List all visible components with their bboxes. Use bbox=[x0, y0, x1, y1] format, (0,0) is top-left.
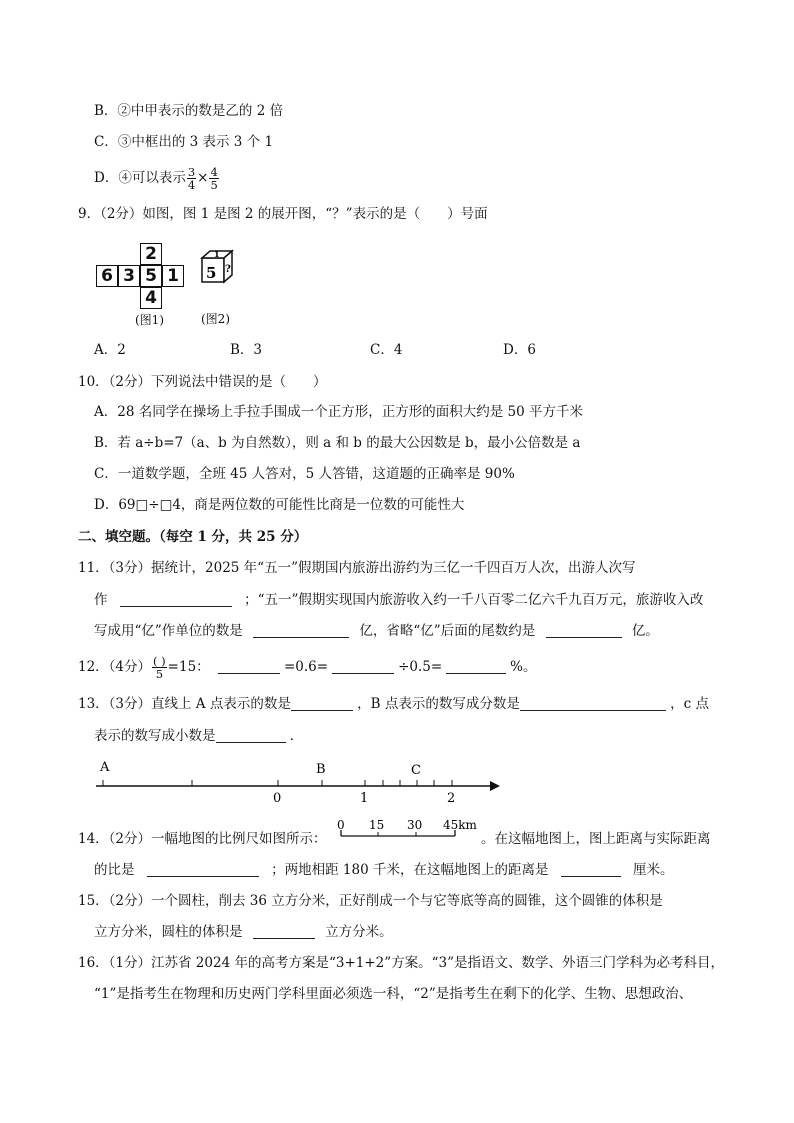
cube-front-label: 5 bbox=[206, 264, 217, 282]
answer-blank[interactable] bbox=[446, 659, 506, 674]
answer-blank[interactable] bbox=[520, 696, 666, 711]
fraction-blank-5: $\frac{( )}{5}$ bbox=[153, 654, 166, 681]
net-face: 1 bbox=[162, 265, 184, 287]
q15-line2 bbox=[94, 922, 393, 942]
point-c-label: C bbox=[411, 763, 421, 778]
q14-text: ；两地相距 180 千米，在这幅地图上的距离是 bbox=[271, 862, 549, 878]
q14-line2 bbox=[94, 860, 674, 880]
q8-option-d-text: D．④可以表示 bbox=[94, 170, 186, 186]
times-sign: × bbox=[197, 170, 209, 186]
q9-option-d: D．6 bbox=[503, 342, 536, 358]
fig1-caption: (图1) bbox=[135, 313, 164, 327]
scale-label-0: 0 bbox=[337, 818, 345, 832]
net-face: 3 bbox=[118, 265, 140, 287]
q12-text: =0.6= bbox=[283, 659, 329, 675]
answer-blank[interactable] bbox=[218, 659, 280, 674]
answer-blank[interactable] bbox=[561, 862, 621, 877]
number-line bbox=[90, 755, 510, 805]
q11-text: 亿，省略“亿”后面的尾数约是 bbox=[359, 623, 536, 639]
net-face: 5 bbox=[140, 265, 162, 287]
q15-line1: 15．（2分）一个圆柱，削去 36 立方分米，正好削成一个与它等底等高的圆锥，这个圆锥的体积是 bbox=[78, 893, 663, 909]
section-heading: 二、填空题。（每空 1 分，共 25 分） bbox=[78, 529, 308, 545]
q12-text: 12．（4分） bbox=[78, 659, 152, 675]
answer-blank[interactable] bbox=[332, 659, 394, 674]
q9-stem: 9．（2分）如图，图 1 是图 2 的展开图，“？”表示的是（ ）号面 bbox=[78, 206, 488, 222]
q13-line2 bbox=[94, 726, 303, 746]
scale-label-30: 30 bbox=[407, 818, 423, 832]
q12-text: %。 bbox=[510, 659, 537, 675]
q9-option-a: A．2 bbox=[94, 342, 126, 358]
q12-text: ÷0.5= bbox=[398, 659, 443, 675]
tick-label-0: 0 bbox=[273, 791, 282, 805]
tick-label-1: 1 bbox=[360, 791, 369, 805]
point-a-label: A bbox=[100, 760, 110, 775]
q8-option-c: C．③中框出的 3 表示 3 个 1 bbox=[94, 134, 274, 150]
q13-text: ，B 点表示的数写成分数是 bbox=[357, 696, 520, 712]
fig2-caption: (图2) bbox=[201, 312, 230, 326]
point-b-label: B bbox=[316, 762, 326, 777]
q15-text: 立方分米，圆柱的体积是 bbox=[94, 924, 243, 940]
q10-option-a: A．28 名同学在操场上手拉手围成一个正方形，正方形的面积大约是 50 平方千米 bbox=[94, 404, 583, 420]
q11-text: ；“五一”假期实现国内旅游收入约一千八百零二亿六千九百万元，旅游收入改 bbox=[244, 592, 704, 608]
q14-text: 的比是 bbox=[94, 862, 135, 878]
q8-option-d bbox=[94, 166, 220, 191]
q12-text: =15： bbox=[167, 659, 210, 675]
cube-top-label: 1 bbox=[214, 249, 220, 259]
q14-line1-start: 14．（2分）一幅地图的比例尺如图所示： bbox=[78, 831, 327, 847]
net-face: 2 bbox=[140, 243, 162, 265]
answer-blank[interactable] bbox=[253, 623, 349, 638]
q11-line3 bbox=[94, 621, 659, 641]
q14-line1-end: 。在这幅地图上，图上距离与实际距离 bbox=[481, 831, 711, 847]
q10-option-c: C．一道数学题，全班 45 人答对，5 人答错，这道题的正确率是 90% bbox=[94, 466, 515, 482]
cube-side-label: ? bbox=[225, 264, 231, 275]
answer-blank[interactable] bbox=[253, 924, 315, 939]
q11-line2 bbox=[94, 590, 703, 610]
q10-stem: 10．（2分）下列说法中错误的是（ ） bbox=[78, 374, 327, 390]
q13-text: ，c 点 bbox=[670, 696, 710, 712]
q11-line1: 11．（3分）据统计，2025 年“五一”假期国内旅游出游约为三亿一千四百万人次，出游人次写 bbox=[78, 560, 636, 576]
q12-line bbox=[78, 655, 536, 680]
q13-text: ． bbox=[289, 728, 304, 744]
answer-blank[interactable] bbox=[546, 623, 622, 638]
q16-line1: 16．（1分）江苏省 2024 年的高考方案是“3+1+2”方案。“3”是指语文、数学、外语三门学科为必考科目， bbox=[78, 955, 725, 971]
cube-figure bbox=[198, 248, 238, 290]
net-face: 6 bbox=[96, 265, 118, 287]
fraction-3-4: $\frac{3}{4}$ bbox=[187, 165, 196, 192]
q11-text: 作 bbox=[94, 592, 108, 608]
answer-blank[interactable] bbox=[291, 696, 353, 711]
q16-line2: “1”是指考生在物理和历史两门学科里面必须选一科，“2”是指考生在剩下的化学、生物、思想政治、 bbox=[94, 986, 693, 1002]
q11-text: 亿。 bbox=[631, 623, 659, 639]
q8-option-b: B．②中甲表示的数是乙的 2 倍 bbox=[94, 103, 284, 119]
q13-text: 表示的数写成小数是 bbox=[94, 728, 216, 744]
scale-label-15: 15 bbox=[369, 818, 385, 832]
answer-blank[interactable] bbox=[216, 728, 286, 743]
q11-text: 写成用“亿”作单位的数是 bbox=[94, 623, 243, 639]
q10-option-b: B．若 a÷b=7（a、b 为自然数），则 a 和 b 的最大公因数是 b，最小公倍数是 a bbox=[94, 435, 581, 451]
q9-option-b: B．3 bbox=[230, 342, 263, 358]
tick-label-2: 2 bbox=[447, 791, 456, 805]
q13-text: 13．（3分）直线上 A 点表示的数是 bbox=[78, 696, 291, 712]
map-scale-bar bbox=[330, 816, 480, 846]
q14-text: 厘米。 bbox=[633, 862, 674, 878]
scale-label-45km: 45km bbox=[443, 818, 477, 832]
answer-blank[interactable] bbox=[120, 592, 232, 607]
net-face: 4 bbox=[140, 287, 162, 309]
answer-blank[interactable] bbox=[147, 862, 259, 877]
q13-line1 bbox=[78, 694, 709, 714]
q15-text: 立方分米。 bbox=[325, 924, 393, 940]
q9-option-c: C．4 bbox=[370, 342, 403, 358]
q10-option-d: D．69□÷□4，商是两位数的可能性比商是一位数的可能性大 bbox=[94, 497, 465, 513]
fraction-4-5: $\frac{4}{5}$ bbox=[210, 165, 218, 192]
